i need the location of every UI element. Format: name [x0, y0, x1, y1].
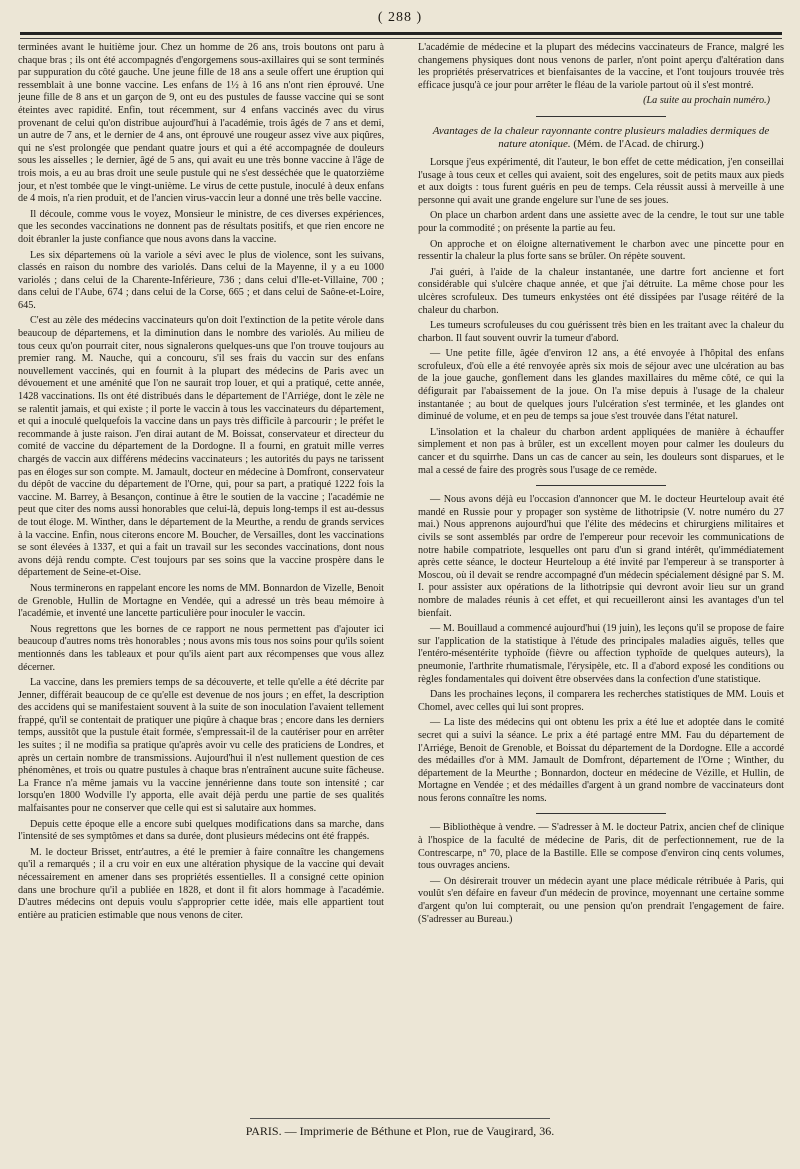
sequel-note: (La suite au prochain numéro.)	[643, 95, 770, 107]
paragraph: On approche et on éloigne alternativement le charbon avec une pincette pour en ressentir la chaleur la plus forte sans se brûler. On répète souvent.	[418, 238, 784, 263]
paragraph: L'insolation et la chaleur du charbon ardent appliquées de manière à échauffer simplement et non pas à brûler, est un excellent moyen pour calmer les douleurs du cancer et du squirrhe. Dans un cas de cancer au sein, les douleurs sont disparues, et le mal a cessé de faire des progrès sous l'usage de ce remède.	[418, 426, 784, 476]
paragraph: — Nous avons déjà eu l'occasion d'annoncer que M. le docteur Heurteloup avait été mandé en Russie pour y propager son système de lithotripsie (V. notre numéro du 27 mai.) Nous apprenons aujourd'hui que l'élite des médecins et chirurgiens militaires et civils se sont assemblés par ordre de l'empereur pour recevoir les communications de notre habile compatriote, lesquelles ont paru d'un si grand intérêt, qu'immédiatement après cette séance, le docteur Heurteloup a été invité par l'empereur à se transporter à Moscou, où il devait se rendre accompagné d'un médecin spécialement désigné par S. M. I. pour assister aux opérations de la lithotripsie qui devront avoir lieu sur un grand nombre de malades réunis à cet effet, et qui recueilleront ainsi les avantages d'un tel bienfait.	[418, 494, 784, 619]
paragraph: — La liste des médecins qui ont obtenu les prix a été lue et adoptée dans le comité secret qui a suivi la séance. Le prix a été partagé entre MM. Fau du département de l'Arriége, Benoit de Grenoble, et Boissat du département de la Dordogne. Elle a accordé des médailles d'or à MM. Jamault de Domfront, département de l'Orne ; Winther, du département de la Meurthe ; Bonnardon, docteur en médecine de Vézille, et Hullin, de Mortagne en Vendée ; et des médailles d'argent à un grand nombre de vaccinateurs dont nous ferons connaître les noms.	[418, 717, 784, 804]
paragraph: J'ai guéri, à l'aide de la chaleur instantanée, une dartre fort ancienne et fort considérable qui s'ulcère chaque année, et que j'ai détruite. La même chose pour les ulcères scrofuleux. Des tumeurs enkystées ont été dissipées par l'usage réitéré de la chaleur du charbon.	[418, 266, 784, 316]
paragraph: terminées avant le huitième jour. Chez un homme de 26 ans, trois boutons ont paru à chaque bras ; ils ont été accompagnés d'engorgemens sous-axillaires qui se sont terminés par suppuration du côté gauche. Une jeune fille de 18 ans a seule offert une éruption qui ressemblait à une bonne vaccine. Les enfans de 1½ à 16 ans n'ont rien éprouvé. Une jeune fille de 8 ans et un garçon de 9, ont eu des pustules de fausse vaccine qui se sont éteintes avec rapidité. Enfin, tout récemment, sur 4 enfans vaccinés avec du virus provenant de celui qu'on distribue aujourd'hui à l'académie, trois âgés de 7 ans et demi, un autre de 7 ans, et le dernier de 4 ans, ont éprouvé une rougeur assez vive aux piqûres, qui ne s'est prolongée que pendant quatre jours et qui a été accompagnée de douleurs sous les aisselles ; le dernier, âgé de 5 ans, qui avait eu une très bonne vaccine à l'âge de trois mois, a eu au bras droit une seule pustule qui ne s'est desséchée que le quatorzième jour, et n'est tombée que le vingt-unième. Le virus de cette pustule, inoculé à deux enfans de 4 mois, n'a rien produit, et de l'ancien virus-vaccin leur a donné une très belle vaccine.	[18, 42, 384, 205]
imprint-footer: PARIS. — Imprimerie de Béthune et Plon, rue de Vaugirard, 36.	[245, 1124, 555, 1138]
paragraph: Les tumeurs scrofuleuses du cou guérissent très bien en les traitant avec la chaleur du charbon. Il faut souvent ouvrir la tumeur d'abord.	[418, 320, 784, 344]
divider	[536, 485, 666, 486]
article-title-text: Avantages de la chaleur rayonnante contre plusieurs maladies dermiques de nature atonique.	[432, 124, 770, 150]
footer-rule	[250, 1118, 550, 1119]
divider	[536, 813, 666, 814]
paragraph: Il découle, comme vous le voyez, Monsieur le ministre, de ces diverses expériences, que les secondes vaccinations ne donnent pas de résultats positifs, et que rien encore ne doit ébranler la juste confiance que nous avons dans la vaccine.	[18, 208, 384, 245]
paragraph: Lorsque j'eus expérimenté, dit l'auteur, le bon effet de cette médication, j'en conseillai l'usage à tous ceux et celles qui avaient, soit des engelures, soit de petits maux aux pieds et aux doigts : tous furent guéris en peu de temps. Cela réussit aussi à merveille à une personne qui avait une grande engelure sur l'une de ses joues.	[418, 156, 784, 206]
paragraph: La vaccine, dans les premiers temps de sa découverte, et telle qu'elle a été décrite par Jenner, différait beaucoup de ce qu'elle est devenue de nos jours ; en effet, la description des accidens qui se manifestaient souvent à la suite de son inoculation l'avaient tellement frappé, qu'il se contentait de pratiquer une piqûre à chaque bras ; encore dans les derniers temps, aussitôt que la pustule était formée, s'empressait-il de la cautériser pour en arrêter les suites ; il ne modifia sa pratique qu'après avoir vu celle des praticiens de Londres, et après un certain nombre de transmissions. Aujourd'hui il n'est nullement question de ces phénomènes, et trois ou quatre pustules à chaque bras n'entraînent aucune suite fâcheuse. La France n'a même jamais vu la vaccine jennérienne dans toute son intensité ; car lorsqu'en 1800 Wodville l'y apporta, elle avait déjà perdu une partie de ses qualités malfaisantes pour ne conserver que celle qui est si salutaire aux hommes.	[18, 677, 384, 815]
top-rule	[20, 32, 782, 35]
paragraph: Les six départemens où la variole a sévi avec le plus de violence, sont les suivans, classés en raison du nombre des variolés. Dans celui de la Mayenne, il y a eu 1000 variolés ; dans celui de la Charente-Inférieure, 736 ; dans celui d'Ile-et-Villaine, 700 ; dans celui de l'Aube, 674 ; dans celui de la Corse, 665 ; et dans celui de Saône-et-Loire, 645.	[18, 249, 384, 311]
left-column	[18, 42, 384, 1110]
paragraph: — Bibliothèque à vendre. — S'adresser à M. le docteur Patrix, ancien chef de clinique à l'hospice de la faculté de médecine de Paris, dit de perfectionnement, rue de la Contrescarpe, n° 70, place de la Bastille. Elle se compose d'environ cinq cents volumes, tous ouvrages anciens.	[418, 822, 784, 872]
article-title-ref: (Mém. de l'Acad. de chirurg.)	[573, 137, 704, 150]
page-number: ( 288 )	[377, 10, 423, 25]
paragraph: C'est au zèle des médecins vaccinateurs qu'on doit l'extinction de la petite vérole dans beaucoup de départemens, et la diminution dans le nombre des variolés. Au milieu de tous ceux qu'on pourrait citer, nous signalerons quelques-uns que l'on trouve toujours au premier rang. M. Nauche, qui a concouru, s'il ses frais du vaccin sur des enfans nouvellement vaccinés, qui en fournit à la plupart des médecins de Paris avec un dévouement et une aménité que l'on ne saurait trop louer, et qui a pratiqué, cette année, 1428 vaccinations. Ils ont été distribués dans le département de l'Arriége, dont le zèle ne se ralentit jamais, et qui existe ; il porte le vaccin à tous les vaccinateurs du département, et qui a inoculé quelquefois la vaccine dans un pays très difficile à parcourir ; le préfet le recommande à juste raison. J'en dirai autant de M. Boissat, conservateur et directeur du comité de vaccine du département de la Dordogne. Il a fourni, en gratuit mille verres chargés de vaccin aux différens médecins vaccinateurs ; les autorités du pays ne tarissent pas en éloges sur son compte. M. Jamault, docteur en médecine à Domfront, conservateur du dépôt de vaccine du département de l'Orne, qui, pour sa part, a pratiqué 1222 fois la vaccine. M. Barrey, à Besançon, continue à être le soutien de la vaccine ; l'académie ne peut que citer des noms aussi honorables que celui-là, depuis long-temps il est au-dessus de tout éloge. M. Winther, dans le département de la Meurthe, a rendu de grands services à la vaccine. Enfin, nous citerons encore M. Boucher, de Versailles, dont les vaccinations se sont élevées à 1337, et qui a fait un travail sur les secondes vaccinations, dont nous avons déjà rendu compte. C'est toujours par ses soins que la vaccine prospère dans le département de Seine-et-Oise.	[18, 315, 384, 579]
divider	[536, 116, 666, 117]
paragraph: Dans les prochaines leçons, il comparera les recherches statistiques de MM. Louis et Chomel, avec celles qui lui sont propres.	[418, 689, 784, 713]
paragraph: — M. Bouillaud a commencé aujourd'hui (19 juin), les leçons qu'il se propose de faire sur l'application de la statistique à l'étude des principales maladies aiguës, telles que l'entéro-mésentérite typhoïde (fièvre ou affection typhoïde de quelques auteurs), la pneumonie, l'arthrite rhumatismale, l'érysipèle, etc. Il a d'abord exposé les conditions ou règles fondamentales qui doivent être observées dans la confection d'une statistique.	[418, 623, 784, 685]
paragraph: Nous terminerons en rappelant encore les noms de MM. Bonnardon de Vizelle, Benoit de Grenoble, Hullin de Mortagne en Vendée, qui a adressé un très beau mémoire à l'académie, et inventé une lancette particulière pour inoculer le vaccin.	[18, 582, 384, 620]
paragraph: — Une petite fille, âgée d'environ 12 ans, a été envoyée à l'hôpital des enfans scrofuleux, d'où elle a été renvoyée après six mois de séjour avec une ulcération au bas de la joue gauche, gonflement dans les glandes maxillaires du même côté, ce qui la défigurait par l'abaissement de la joue. On l'a mise depuis à l'usage de la chaleur instantanée ; au bout de quelques jours l'ulcération s'est terminée, et les glandes ont diminué de volume, et en peu de temps sa joue s'est trouvée dans l'état naturel.	[418, 348, 784, 423]
paragraph: — On désirerait trouver un médecin ayant une place médicale rétribuée à Paris, qui voulût s'en défaire en faveur d'un médecin de province, moyennant une certaine somme d'argent qu'on lui compterait, ou une pension qu'on prendrait l'engagement de faire. (S'adresser au Bureau.)	[418, 875, 784, 925]
paragraph: M. le docteur Brisset, entr'autres, a été le premier à faire connaître les changemens qu'il a remarqués ; il a cru voir en eux une altération physique de la vaccine qui devait nécessairement en amener dans ses propriétés essentielles. Il a consigné cette opinion dans une brochure qu'il a publiée en 1828, et dont il fit alors hommage à l'académie. D'autres médecins ont depuis voulu s'approprier cette idée, mais elle appartient tout entière au praticien estimable que nous venons de citer.	[18, 846, 384, 921]
top-rule-thin	[20, 38, 782, 39]
paragraph: Nous regrettons que les bornes de ce rapport ne nous permettent pas d'ajouter ici beaucoup d'autres noms très honorables ; nous avons mis tous nos soins pour qu'ils soient mentionnés dans les tableaux et pour qu'ils aient part aux récompenses que vous allez décerner.	[18, 623, 384, 673]
right-column	[418, 42, 784, 1110]
article-title	[426, 125, 776, 151]
paragraph: Depuis cette époque elle a encore subi quelques modifications dans sa marche, dans l'intensité de ses symptômes et dans sa durée, dont plusieurs médecins ont été frappés.	[18, 818, 384, 843]
paragraph: On place un charbon ardent dans une assiette avec de la cendre, le tout sur une table pour la commodité ; on présente la partie au feu.	[418, 210, 784, 234]
paragraph: L'académie de médecine et la plupart des médecins vaccinateurs de France, malgré les changemens physiques dont nous venons de parler, n'ont point aperçu d'altération dans les propriétés préservatrices et bienfaisantes de la vaccine, et l'ont toujours trouvée très efficace jusqu'à ce jour pour arrêter le fléau de la variole partout où il s'est montré.	[418, 42, 784, 91]
